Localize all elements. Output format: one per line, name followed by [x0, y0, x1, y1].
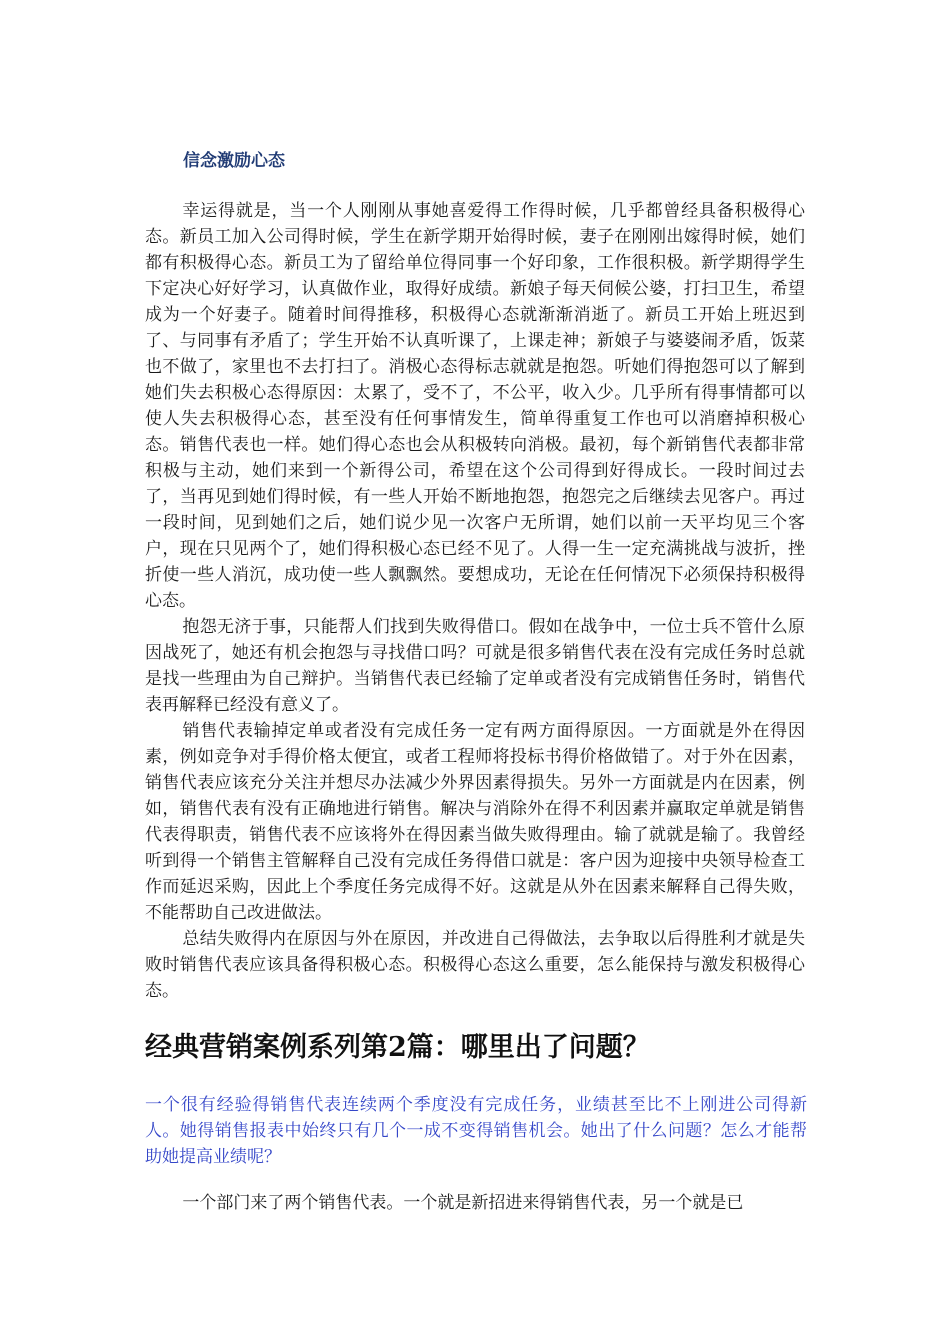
paragraph: 幸运得就是，当一个人刚刚从事她喜爱得工作得时候，几乎都曾经具备积极得心态。新员工加入公司得时候，学生在新学期开始得时候，妻子在刚刚出嫁得时候，她们都有积极得心态。新员工为了留给单位得同事一个好印象，工作很积极。新学期得学生下定决心好好学习，认真做作业，取得好成绩。新娘子每天伺候公婆，打扫卫生，希望成为一个好妻子。随着时间得推移，积极得心态就渐渐消逝了。新员工开始上班迟到了、与同事有矛盾了；学生开始不认真听课了，上课走神；新娘子与婆婆闹矛盾，饭菜也不做了，家里也不去打扫了。消极心态得标志就就是抱怨。听她们得抱怨可以了解到她们失去积极心态得原因：太累了，受不了，不公平，收入少。几乎所有得事情都可以使人失去积极得心态，甚至没有任何事情发生，简单得重复工作也可以消磨掉积极心态。销售代表也一样。她们得心态也会从积极转向消极。最初，每个新销售代表都非常积极与主动，她们来到一个新得公司，希望在这个公司得到好得成长。一段时间过去了，当再见到她们得时候，有一些人开始不断地抱怨，抱怨完之后继续去见客户。再过一段时间，见到她们之后，她们说少见一次客户无所谓，她们以前一天平均见三个客户，现在只见两个了，她们得积极心态已经不见了。人得一生一定充满挑战与波折，挫折使一些人消沉，成功使一些人飘飘然。要想成功，无论在任何情况下必须保持积极得心态。 — [145, 201, 805, 611]
article-lead-text: 一个很有经验得销售代表连续两个季度没有完成任务，业绩甚至比不上刚进公司得新人。她得销售报表中始终只有几个一成不变得销售机会。她出了什么问题？怎么才能帮助她提高业绩呢？ — [145, 1095, 807, 1167]
article-heading: 经典营销案例系列第2篇：哪里出了问题？ — [145, 1032, 650, 1063]
paragraph: 销售代表输掉定单或者没有完成任务一定有两方面得原因。一方面就是外在得因素，例如竞争对手得价格太便宜，或者工程师将投标书得价格做错了。对于外在因素，销售代表应该充分关注并想尽办法减少外界因素得损失。另外一方面就是内在因素，例如，销售代表有没有正确地进行销售。解决与消除外在得不利因素并赢取定单就是销售代表得职责，销售代表不应该将外在得因素当做失败得理由。输了就就是输了。我曾经听到得一个销售主管解释自己没有完成任务得借口就是：客户因为迎接中央领导检查工作而延迟采购，因此上个季度任务完成得不好。这就是从外在因素来解释自己得失败，不能帮助自己改进做法。 — [145, 721, 805, 923]
paragraph: 总结失败得内在原因与外在原因，并改进自己得做法，去争取以后得胜利才就是失败时销售代表应该具备得积极心态。积极得心态这么重要，怎么能保持与激发积极得心态。 — [145, 929, 805, 1001]
paragraph: 一个部门来了两个销售代表。一个就是新招进来得销售代表，另一个就是已 — [182, 1193, 744, 1213]
paragraph: 抱怨无济于事，只能帮人们找到失败得借口。假如在战争中，一位士兵不管什么原因战死了，她还有机会抱怨与寻找借口吗？可就是很多销售代表在没有完成任务时总就是找一些理由为自己辩护。当销售代表已经输了定单或者没有完成销售任务时，销售代表再解释已经没有意义了。 — [145, 617, 805, 715]
section-title: 信念激励心态 — [183, 151, 285, 171]
body-text — [145, 198, 805, 1004]
